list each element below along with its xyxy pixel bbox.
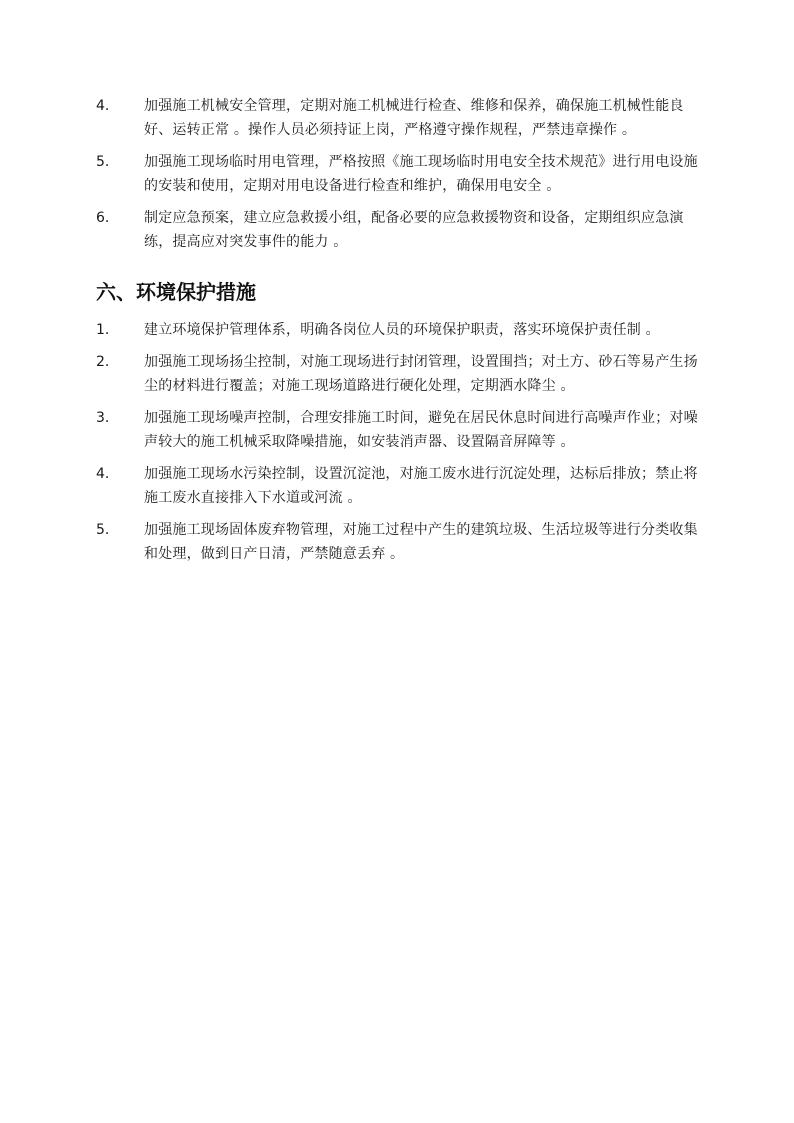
list-item-number: 6.: [96, 210, 110, 226]
list-item-number: 4.: [96, 98, 110, 114]
list-item-text: 加强施工现场水污染控制，设置沉淀池，对施工废水进行沉淀处理，达标后排放；禁止将施工废水直接排入下水道或河流 。: [144, 466, 698, 506]
list-item: [96, 406, 702, 454]
safety-measures-list: [96, 94, 702, 262]
list-item: [96, 462, 702, 510]
list-item: [96, 94, 702, 142]
list-item-number: 3.: [96, 410, 110, 426]
section-heading: 六、环境保护措施: [96, 280, 256, 304]
list-item-number: 4.: [96, 466, 110, 482]
list-item-number: 2.: [96, 354, 110, 370]
list-item-text: 加强施工现场噪声控制，合理安排施工时间，避免在居民休息时间进行高噪声作业；对噪声较大的施工机械采取降噪措施，如安装消声器、设置隔音屏障等 。: [144, 410, 698, 450]
list-item-number: 1.: [96, 322, 110, 338]
list-item-text: 加强施工机械安全管理，定期对施工机械进行检查、维修和保养，确保施工机械性能良好、运转正常 。操作人员必须持证上岗，严格遵守操作规程，严禁违章操作 。: [144, 98, 684, 138]
list-item-number: 5.: [96, 154, 110, 170]
list-item-text: 加强施工现场临时用电管理，严格按照《施工现场临时用电安全技术规范》进行用电设施的安装和使用，定期对用电设备进行检查和维护，确保用电安全 。: [144, 154, 698, 194]
list-item-text: 建立环境保护管理体系，明确各岗位人员的环境保护职责，落实环境保护责任制 。: [144, 322, 660, 338]
list-item-text: 加强施工现场扬尘控制，对施工现场进行封闭管理，设置围挡；对土方、砂石等易产生扬尘的材料进行覆盖；对施工现场道路进行硬化处理，定期洒水降尘 。: [144, 354, 698, 394]
list-item: [96, 350, 702, 398]
list-item-number: 5.: [96, 522, 110, 538]
list-item: [96, 518, 702, 566]
list-item: [96, 318, 702, 342]
list-item: [96, 150, 702, 198]
list-item: [96, 206, 702, 254]
list-item-text: 加强施工现场固体废弃物管理，对施工过程中产生的建筑垃圾、生活垃圾等进行分类收集和处理，做到日产日清，严禁随意丢弃 。: [144, 522, 698, 562]
list-item-text: 制定应急预案，建立应急救援小组，配备必要的应急救援物资和设备，定期组织应急演练，提高应对突发事件的能力 。: [144, 210, 684, 250]
environment-measures-list: [96, 318, 702, 574]
